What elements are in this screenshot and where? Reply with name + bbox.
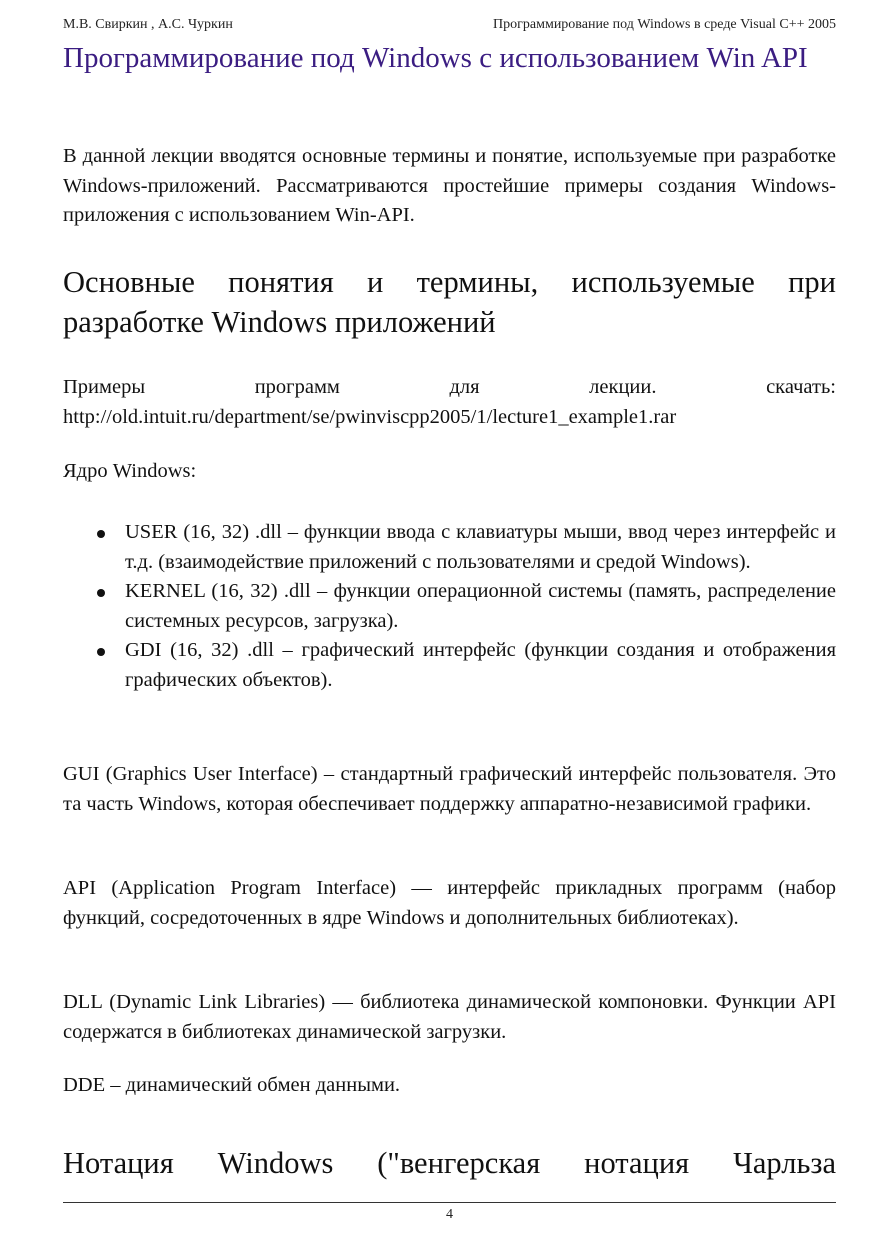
examples-link[interactable]: http://old.intuit.ru/department/se/pwinviscpp2005/1/lecture1_example1.rar [63, 405, 677, 428]
list-item [63, 636, 836, 695]
notation-heading-wrapper [63, 1143, 836, 1185]
api-paragraph: API (Application Program Interface) — интерфейс прикладных программ (набор функций, сосредоточенных в ядре Windows и дополнительных библиотеках). [63, 877, 836, 929]
list-item-text: KERNEL (16, 32) .dll – функции операционной системы (память, распределение системных ресурсов, загрузка). [125, 580, 836, 632]
bullet-icon [97, 648, 105, 656]
bullet-icon [97, 530, 105, 538]
kernel-intro: Ядро Windows: [63, 460, 197, 482]
gui-paragraph: GUI (Graphics User Interface) – стандартный графический интерфейс пользователя. Это та часть Windows, которая обеспечивает поддержку аппаратно-независимой графики. [63, 763, 836, 815]
list-item [63, 518, 836, 577]
chapter-title: Программирование под Windows с использованием Win API [63, 42, 808, 74]
list-item-text: GDI (16, 32) .dll – графический интерфейс (функции создания и отображения графических объектов). [125, 639, 836, 691]
examples-label: Примеры программ для лекции. скачать: [63, 376, 836, 398]
intro-paragraph: В данной лекции вводятся основные термины и понятие, используемые при разработке Windows-приложений. Рассматриваются простейшие примеры создания Windows-приложения с использованием Win-API. [63, 145, 836, 226]
header-authors: М.В. Свиркин , А.С. Чуркин [63, 17, 233, 32]
list-item-text: USER (16, 32) .dll – функции ввода с клавиатуры мыши, ввод через интерфейс и т.д. (взаимодействие приложений с пользователями и средой Windows). [125, 521, 836, 573]
notation-heading: Нотация Windows ("венгерская нотация Чарльза [63, 1146, 836, 1180]
dll-paragraph: DLL (Dynamic Link Libraries) — библиотека динамической компоновки. Функции API содержатся в библиотеках динамической загрузки. [63, 991, 836, 1043]
examples-paragraph [63, 373, 836, 432]
kernel-list [63, 518, 836, 695]
list-item [63, 577, 836, 636]
section-heading: Основные понятия и термины, используемые при разработке Windows приложений [63, 265, 836, 339]
page-number: 4 [446, 1207, 453, 1222]
bullet-icon [97, 589, 105, 597]
dde-paragraph: DDE – динамический обмен данными. [63, 1074, 401, 1096]
header-course: Программирование под Windows в среде Visual C++ 2005 [493, 17, 836, 32]
running-header [63, 16, 836, 34]
footer-divider [63, 1202, 836, 1203]
